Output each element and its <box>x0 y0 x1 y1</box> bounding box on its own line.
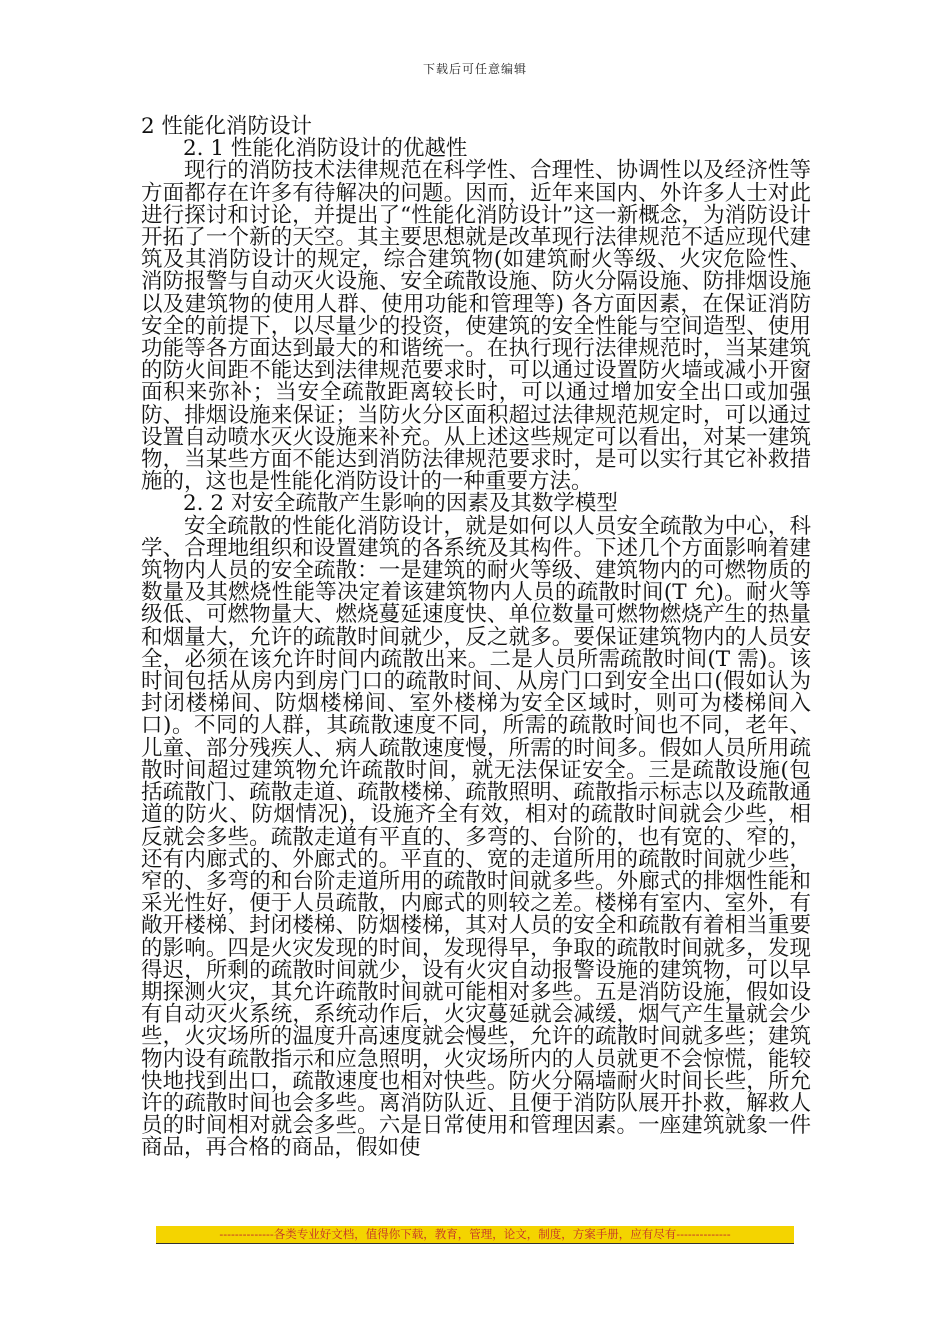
paragraph-1: 现行的消防技术法律规范在科学性、合理性、协调性以及经济性等方面都存在许多有待解决的问题。因而，近年来国内、外许多人士对此进行探讨和讨论，并提出了“性能化消防设计”这一新概念，为消防设计开拓了一个新的天空。其主要思想就是改革现行法律规范不适应现代建筑及其消防设计的规定，综合建筑物(如建筑耐火等级、火灾危险性、消防报警与自动灭火设施、安全疏散设施、防火分隔设施、防排烟设施以及建筑物的使用人群、使用功能和管理等) 各方面因素，在保证消防安全的前提下，以尽量少的投资，使建筑的安全性能与空间造型、使用功能等各方面达到最大的和谐统一。在执行现行法律规范时，当某建筑的防火间距不能达到法律规范要求时，可以通过设置防火墙或减小开窗面积来弥补；当安全疏散距离较长时，可以通过增加安全出口或加强防、排烟设施来保证；当防火分区面积超过法律规范规定时，可以通过设置自动喷水灭火设施来补充。从上述这些规定可以看出，对某一建筑物，当某些方面不能达到消防法律规范要求时，是可以实行其它补救措施的，这也是性能化消防设计的一种重要方法。 <box>141 158 811 495</box>
subsection-title-2: 2. 2 对安全疏散产生影响的因素及其数学模型 <box>183 491 618 517</box>
document-body <box>141 116 811 1160</box>
page-header: 下载后可任意编辑 <box>422 62 527 76</box>
footer-text: --------------各类专业好文档，值得你下载，教育，管理，论文，制度，方案手册，应有尽有-------------- <box>219 1227 731 1241</box>
subsection-title-1: 2. 1 性能化消防设计的优越性 <box>183 136 468 162</box>
paragraph-2: 安全疏散的性能化消防设计，就是如何以人员安全疏散为中心，科学、合理地组织和设置建筑的各系统及其构件。下述几个方面影响着建筑物内人员的安全疏散：一是建筑的耐火等级、建筑物内的可燃物质的数量及其燃烧性能等决定着该建筑物内人员的疏散时间(T 允)。耐火等级低、可燃物量大、燃烧蔓延速度快、单位数量可燃物燃烧产生的热量和烟量大，允许的疏散时间就少，反之就多。要保证建筑物内的人员安全，必须在该允许时间内疏散出来。二是人员所需疏散时间(T 需)。该时间包括从房内到房门口的疏散时间、从房门口到安全出口(假如认为封闭楼梯间、防烟楼梯间、室外楼梯为安全区域时，则可为楼梯间入口)。不同的人群，其疏散速度不同，所需的疏散时间也不同，老年、儿童、部分残疾人、病人疏散速度慢，所需的时间多。假如人员所用疏散时间超过建筑物允许疏散时间，就无法保证安全。三是疏散设施(包括疏散门、疏散走道、疏散楼梯、疏散照明、疏散指示标志以及疏散通道的防火、防烟情况)，设施齐全有效，相对的疏散时间就会少些，相反就会多些。疏散走道有平直的、多弯的、台阶的，也有宽的、窄的，还有内廊式的、外廊式的。平直的、宽的走道所用的疏散时间就少些，窄的、多弯的和台阶走道所用的疏散时间就多些。外廊式的排烟性能和采光性好，便于人员疏散，内廊式的则较之差。楼梯有室内、室外，有敞开楼梯、封闭楼梯、防烟楼梯，其对人员的安全和疏散有着相当重要的影响。四是火灾发现的时间，发现得早，争取的疏散时间就多，发现得迟，所剩的疏散时间就少，设有火灾自动报警设施的建筑物，可以早期探测火灾，其允许疏散时间就可能相对多些。五是消防设施，假如设有自动灭火系统，系统动作后，火灾蔓延就会减缓，烟气产生量就会少些，火灾场所的温度升高速度就会慢些，允许的疏散时间就多些；建筑物内设有疏散指示和应急照明，火灾场所内的人员就更不会惊慌，能较快地找到出口，疏散速度也相对快些。防火分隔墙耐火时间长些，所允许的疏散时间也会多些。离消防队近、且便于消防队展开扑救，解救人员的时间相对就会多些。六是日常使用和管理因素。一座建筑就象一件商品，再合格的商品，假如使 <box>141 513 811 1161</box>
section-title: 2 性能化消防设计 <box>141 114 313 139</box>
